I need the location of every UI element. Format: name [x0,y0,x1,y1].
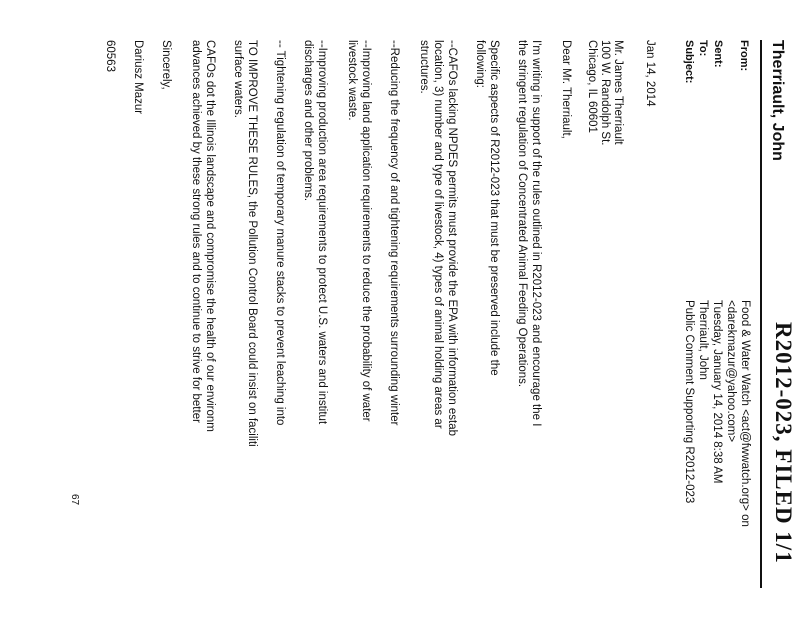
bullet-2-line-1: --Reducing the frequency of and tightening requirements surrounding winter [388,40,400,426]
bullet-5-line-1: -- Tightening regulation of temporary manure stacks to prevent leaching into [274,40,286,426]
intro-line-1: I'm writing in support of the rules outlined in R2012-023 and encourage the I [530,40,542,427]
bullet-4-line-2: discharges and other problems. [302,40,314,202]
subject-label: Subject: [683,40,695,84]
address-line-1: Mr. James Therriault [612,40,624,145]
page-number: 67 [69,494,80,506]
bullet-1-line-1: --CAFOs lacking NPDES permits must provide the EPA with information estab [446,40,458,437]
to-label: To: [697,40,709,57]
aspects-line-2: following: [474,40,486,88]
bullet-3-line-2: livestock waste. [346,40,358,121]
from-label: From: [738,40,750,72]
bullet-1-line-2: location, 3) number and type of livestock, 4) types of animal holding areas ar [432,40,444,429]
aspects-line-1: Specific aspects of R2012-023 that must be preserved include the [488,40,500,376]
signer-name: Dariusz Mazur [132,40,144,115]
rules-line-1: TO IMPROVE THESE RULES, the Pollution Control Board could insist on faciliti [246,40,258,447]
intro-line-2: the stringent regulation of Concentrated Animal Feeding Operations. [516,40,528,388]
salutation: Dear Mr. Therriault, [560,40,572,139]
bullet-4-line-1: --Improving production area requirements to protect U.S. waters and institut [316,40,328,425]
closing-line-1: CAFOs dot the Illinois landscape and compromise the health of our environm [204,40,216,432]
sent-label: Sent: [712,40,724,68]
sender-name-heading: Therriault, John [769,40,786,161]
rules-line-2: surface waters. [232,40,244,118]
address-line-3: Chicago, IL 60601 [586,40,598,133]
bullet-1-line-3: structures. [418,40,430,94]
from-email: <darekmazur@yahoo.com> [725,300,737,443]
signer-zip: 60563 [104,40,116,72]
header-rule [760,40,762,588]
sent-value: Tuesday, January 14, 2014 8:38 AM [711,300,723,484]
address-line-2: 100 W. Randolph St. [599,40,611,146]
subject-value: Public Comment Supporting R2012-023 [683,300,695,504]
from-value: Food & Water Watch <act@fwwatch.org> on [739,300,751,527]
bullet-3-line-1: --Improving land application requirements to reduce the probability of water [360,40,372,422]
to-value: Therriault, John [697,300,709,380]
signoff: Sincerely, [160,40,172,90]
closing-line-2: advances achieved by these strong rules and to continue to strive for better [190,40,202,423]
filing-stamp: R2012-023, FILED 1/1 [771,322,796,564]
letter-date: Jan 14, 2014 [644,40,656,107]
